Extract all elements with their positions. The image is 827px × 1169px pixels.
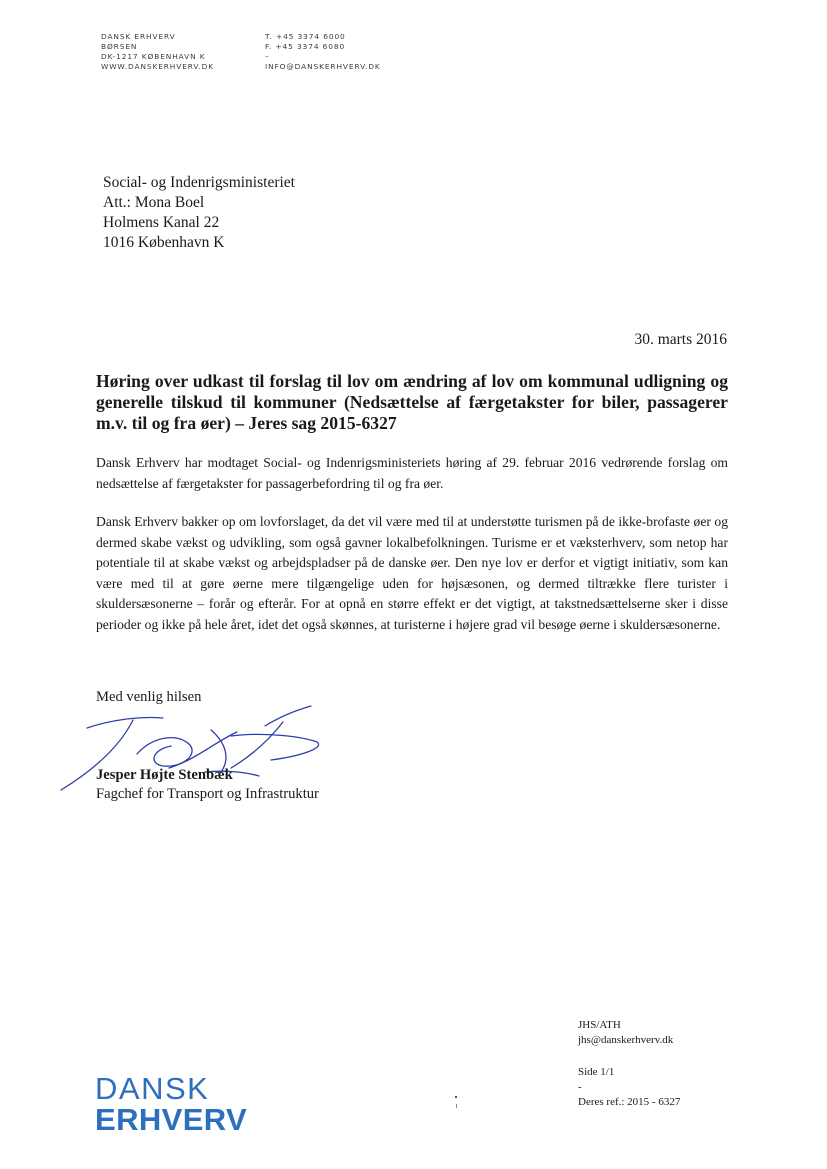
letter-date: 30. marts 2016 <box>634 331 727 348</box>
scan-speck <box>455 1096 457 1098</box>
footer-reference <box>578 1018 680 1110</box>
postal-address: DK-1217 KØBENHAVN K <box>101 52 206 61</box>
recipient-line: Social- og Indenrigsministeriet <box>103 174 295 191</box>
closing-greeting: Med venlig hilsen <box>96 689 202 705</box>
signatory-role: Fagchef for Transport og Infrastruktur <box>96 786 319 802</box>
signatory-name: Jesper Højte Stenbæk <box>96 767 233 783</box>
fax: F. +45 3374 6080 <box>265 42 346 51</box>
logo-line-erhverv: ERHVERV <box>95 1102 248 1137</box>
company-name: DANSK ERHVERV <box>101 32 176 41</box>
recipient-address <box>103 173 295 253</box>
footer-initials: JHS/ATH <box>578 1019 621 1031</box>
letterhead-contact-right <box>265 32 381 72</box>
footer-email: jhs@danskerhverv.dk <box>578 1034 674 1046</box>
email: INFO@DANSKERHVERV.DK <box>265 62 381 71</box>
body-paragraph: Dansk Erhverv bakker op om lovforslaget, da det vil være med til at understøtte turismen på de ikke-brofaste øer og dermed skabe vækst og udvikling, som også gavner lokalbefolkningen. Turisme er et væksterhverv, som netop har potentiale til at skabe vækst og arbejdspladser på de danske øer. Den nye lov er derfor et vigtigt initiativ, som kan være med til at gøre øerne mere tilgængelige uden for højsæsonen, og dermed tiltrække flere turister i skuldersæsonerne – forår og efterår. For at opnå en større effekt er det vigtigt, at takstnedsættelserne sker i disse perioder og ikke på hele året, idet det også skønnes, at turisterne i højere grad vil besøge øerne i skuldersæsonerne. <box>96 514 728 632</box>
recipient-line: Att.: Mona Boel <box>103 194 205 211</box>
letterhead-contact-left <box>101 32 214 72</box>
body-paragraph: Dansk Erhverv har modtaget Social- og Indenrigsministeriets høring af 29. februar 2016 vedrørende forslag om nedsættelse af færgetakster for passagerbefordring til og fra øer. <box>96 455 728 491</box>
logo-line-dansk: DANSK <box>95 1071 210 1106</box>
telephone: T. +45 3374 6000 <box>265 32 346 41</box>
dansk-erhverv-logo <box>95 1073 247 1135</box>
reference-number: Deres ref.: 2015 - 6327 <box>578 1096 681 1108</box>
building-name: BØRSEN <box>101 42 138 51</box>
separator-dash: – <box>265 52 270 61</box>
scan-speck <box>456 1104 457 1108</box>
footer-dash: - <box>578 1081 582 1093</box>
page-number: Side 1/1 <box>578 1066 615 1078</box>
recipient-line: Holmens Kanal 22 <box>103 214 220 231</box>
letter-title: Høring over udkast til forslag til lov om ændring af lov om kommunal udligning og generelle tilskud til kommuner (Nedsættelse af færgetakster for biler, passagerer m.v. til og fra øer) – Jeres sag 2015-6327 <box>96 371 728 433</box>
website: WWW.DANSKERHVERV.DK <box>101 62 215 71</box>
recipient-line: 1016 København K <box>103 234 225 251</box>
